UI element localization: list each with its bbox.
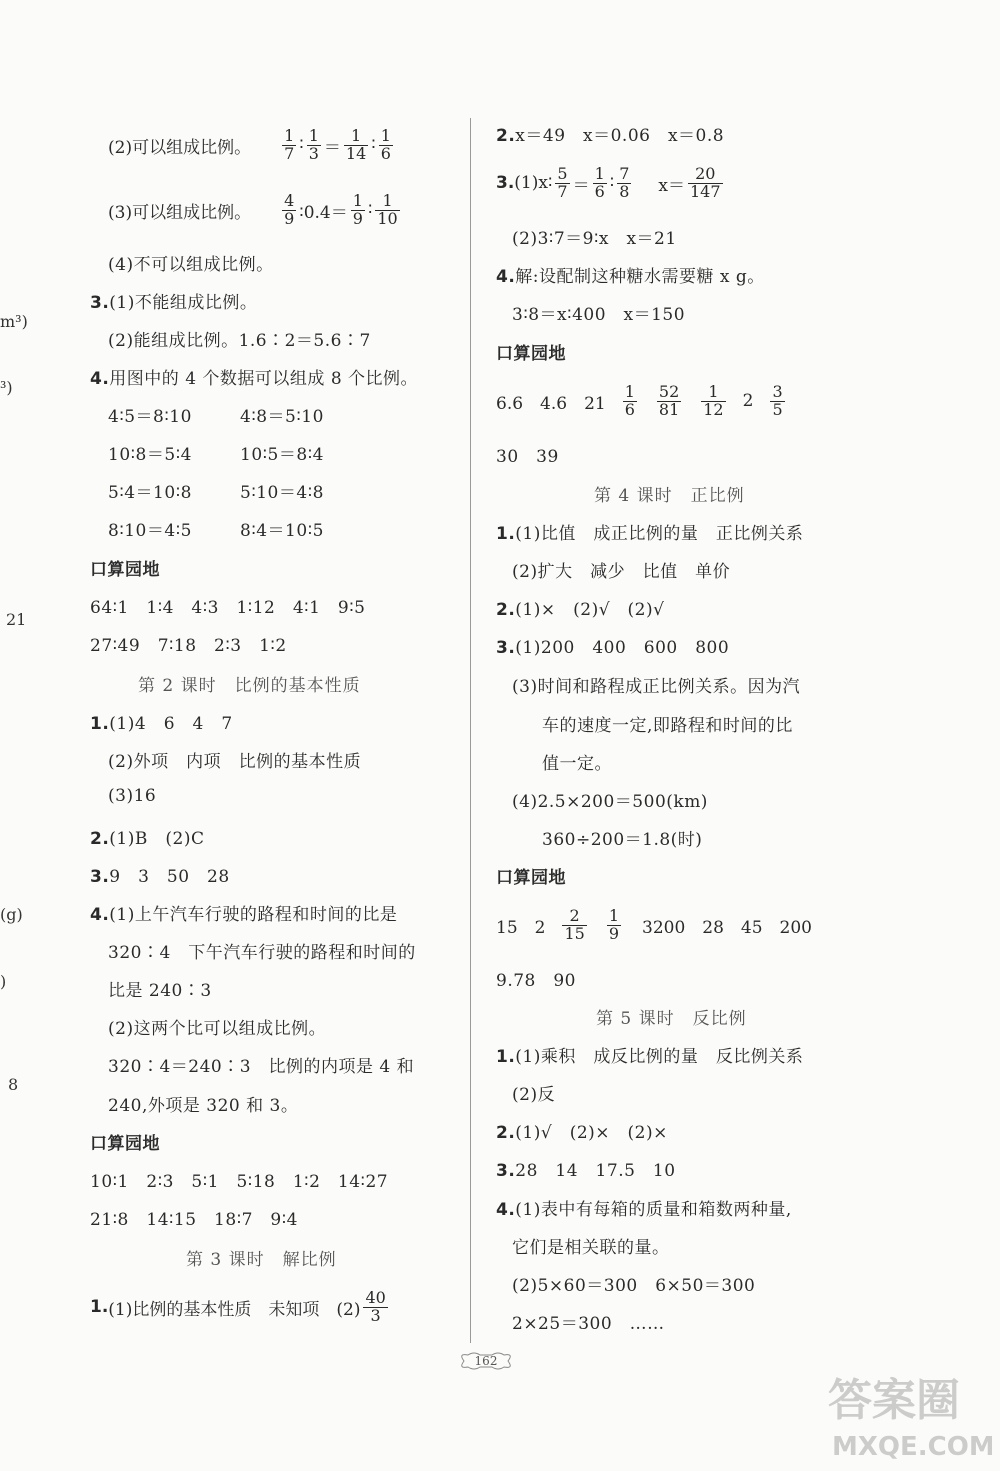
answer-text: 3200 28 45 200 (642, 917, 812, 938)
fraction: $\frac{1}{9}$ (352, 190, 363, 228)
watermark (822, 1363, 992, 1463)
question-number: 1. (90, 1297, 109, 1317)
answer-text: (1)4 6 4 7 (109, 714, 233, 734)
margin-fragment: ³) (0, 378, 13, 397)
answer-line: 30 39 (496, 447, 559, 467)
question-number: 4. (496, 267, 516, 287)
question-number: 3. (90, 867, 110, 887)
answer-line: (2)3∶7＝9∶x x＝21 (512, 229, 677, 249)
answer-line: (2)扩大 减少 比值 单价 (512, 562, 731, 582)
answer-line: 27∶49 7∶18 2∶3 1∶2 (90, 636, 287, 656)
answer-line: 它们是相关联的量。 (512, 1238, 670, 1258)
kousuan-heading: 口算园地 (90, 560, 160, 580)
answer-line: 车的速度一定,即路程和时间的比 (542, 716, 793, 736)
question-number: 1. (496, 1047, 516, 1067)
answer-line: 3. (1)x∶ $\frac{5}{7}$ ＝ $\frac{1}{6}$ ∶ $\frac{7}{8}$ x＝ $\frac{20}{147}$ (496, 163, 721, 201)
answer-line: (2)5×60＝300 6×50＝300 (512, 1276, 756, 1296)
fraction: $\frac{1}{10}$ (377, 190, 398, 228)
kousuan-heading: 口算园地 (496, 344, 566, 364)
answer-text: (1)表中有每箱的质量和箱数两种量, (515, 1200, 792, 1220)
answer-line: (3)16 (108, 786, 157, 806)
question-number: 3. (90, 293, 110, 313)
answer-line: (3)时间和路程成正比例关系。因为汽 (512, 677, 801, 697)
answer-line (496, 262, 765, 287)
section-title: 第 5 课时 反比例 (596, 1009, 747, 1029)
answer-line: (3)可以组成比例。 $\frac{4}{9}$ ∶0.4＝ $\frac{1}{9}$ ∶ $\frac{1}{10}$ (108, 190, 398, 228)
answer-text: (1)B (2)C (109, 829, 205, 849)
page-number-text: 162 (474, 1354, 498, 1368)
proportion-item: 5∶10＝4∶8 (240, 483, 324, 503)
fraction: $\frac{4}{9}$ (284, 190, 295, 228)
fraction: $\frac{1}{14}$ (345, 125, 367, 163)
answer-line: 9.78 90 (496, 971, 576, 991)
answer-text: 解:设配制这种糖水需要糖 x g。 (515, 267, 765, 287)
kousuan-heading: 口算园地 (496, 868, 566, 888)
margin-fragment: 21 (6, 610, 27, 629)
answer-line (90, 862, 230, 887)
fraction: $\frac{5}{7}$ (557, 163, 568, 201)
answer-text: 6.6 4.6 21 (496, 393, 606, 414)
proportion-item: 8∶10＝4∶5 (108, 521, 192, 541)
margin-fragment: ) (0, 972, 7, 991)
answer-line (496, 374, 788, 428)
answer-line (90, 709, 233, 734)
svg-text:答案圈: 答案圈 (828, 1375, 960, 1426)
answer-text: ∶0.4＝ (299, 202, 348, 223)
answer-text: (1)√ (2)× (2)× (515, 1123, 668, 1143)
answer-text: (1)比例的基本性质 未知项 (2) (108, 1299, 361, 1320)
answer-line (496, 1156, 676, 1181)
answer-line (496, 595, 664, 620)
answer-text: 15 2 (496, 917, 546, 938)
page-number (456, 1347, 516, 1375)
margin-fragment: (g) (0, 905, 23, 924)
answer-text: x＝ (658, 175, 685, 196)
answer-line (90, 824, 204, 849)
question-number: 4. (496, 1200, 516, 1220)
answer-line (90, 900, 397, 925)
watermark-logo-icon (822, 1363, 992, 1463)
question-number: 1. (496, 524, 516, 544)
answer-line: (2)反 (512, 1085, 556, 1105)
fraction: $\frac{40}{3}$ (365, 1287, 386, 1325)
answer-line: 360÷200＝1.8(时) (542, 830, 703, 850)
answer-text: (1)x∶ (514, 173, 553, 193)
proportion-item: 10∶8＝5∶4 (108, 445, 192, 465)
answer-line: 比是 240∶3 (108, 981, 212, 1001)
question-number: 4. (90, 905, 110, 925)
question-number: 4. (90, 369, 110, 389)
answer-line (496, 633, 729, 658)
fraction: $\frac{1}{7}$ (284, 125, 295, 163)
answer-text: (1)比值 成正比例的量 正比例关系 (515, 524, 804, 544)
answer-line: 320∶4＝240∶3 比例的内项是 4 和 (108, 1057, 415, 1077)
answer-text: (1)乘积 成反比例的量 反比例关系 (515, 1047, 804, 1067)
answer-text: (2)可以组成比例。 (108, 137, 252, 158)
question-number: 3. (496, 173, 515, 193)
proportion-item: 5∶4＝10∶8 (108, 483, 192, 503)
answer-line: (4)2.5×200＝500(km) (512, 792, 708, 812)
margin-fragment: m³) (0, 312, 28, 331)
answer-line: 64∶1 1∶4 4∶3 1∶12 4∶1 9∶5 (90, 598, 366, 618)
question-number: 3. (496, 1161, 516, 1181)
fraction: $\frac{20}{147}$ (689, 163, 721, 201)
column-divider (470, 118, 471, 1343)
question-number: 2. (496, 1123, 516, 1143)
section-title: 第 2 课时 比例的基本性质 (138, 676, 361, 696)
proportion-item: 8∶4＝10∶5 (240, 521, 324, 541)
proportion-item: 4∶5＝8∶10 (108, 407, 192, 427)
answer-line (496, 121, 724, 146)
answer-line: (4)不可以组成比例。 (108, 255, 274, 275)
answer-text: (1)200 400 600 800 (515, 638, 730, 658)
question-number: 2. (496, 600, 516, 620)
answer-line: 240,外项是 320 和 3。 (108, 1096, 299, 1116)
section-title: 第 3 课时 解比例 (186, 1250, 337, 1270)
proportion-item: 4∶8＝5∶10 (240, 407, 324, 427)
fraction: $\frac{2}{15}$ (564, 905, 585, 943)
answer-line (90, 288, 257, 313)
answer-text: 2 (742, 391, 754, 411)
answer-line: 3∶8＝x∶400 x＝150 (512, 305, 686, 325)
answer-line: 值一定。 (542, 754, 612, 774)
fraction: $\frac{1}{3}$ (308, 125, 319, 163)
answer-line (90, 1280, 391, 1334)
answer-line: 2×25＝300 …… (512, 1314, 665, 1334)
margin-fragment: 8 (8, 1075, 19, 1094)
question-number: 1. (90, 714, 110, 734)
answer-line: 21∶8 14∶15 18∶7 9∶4 (90, 1210, 298, 1230)
question-number: 2. (90, 829, 110, 849)
answer-text: (1)不能组成比例。 (109, 293, 258, 313)
question-number: 3. (496, 638, 516, 658)
answer-line: (2)可以组成比例。 $\frac{1}{7}$ ∶ $\frac{1}{3}$ ＝ $\frac{1}{14}$ ∶ $\frac{1}{6}$ (108, 125, 391, 163)
answer-text: 用图中的 4 个数据可以组成 8 个比例。 (109, 369, 419, 389)
answer-line: (2)这两个比可以组成比例。 (108, 1019, 327, 1039)
fraction: $\frac{52}{81}$ (658, 381, 680, 419)
answer-line (496, 898, 812, 952)
fraction: $\frac{1}{6}$ (380, 125, 391, 163)
answer-line: (2)能组成比例。1.6∶2＝5.6∶7 (108, 331, 371, 351)
kousuan-heading: 口算园地 (90, 1134, 160, 1154)
answer-line (496, 1118, 668, 1143)
question-number: 2. (496, 126, 516, 146)
answer-text: (1)× (2)√ (2)√ (515, 600, 665, 620)
answer-line: 320∶4 下午汽车行驶的路程和时间的 (108, 943, 416, 963)
section-title: 第 4 课时 正比例 (594, 486, 745, 506)
proportion-item: 10∶5＝8∶4 (240, 445, 324, 465)
fraction: $\frac{7}{8}$ (619, 163, 630, 201)
answer-line (496, 1195, 792, 1220)
answer-line (90, 364, 418, 389)
answer-line: (2)外项 内项 比例的基本性质 (108, 752, 362, 772)
answer-text: (1)上午汽车行驶的路程和时间的比是 (109, 905, 398, 925)
svg-text:MXQE.COM: MXQE.COM (832, 1432, 992, 1462)
answer-text: (3)可以组成比例。 (108, 202, 252, 223)
answer-line (496, 1042, 803, 1067)
fraction: $\frac{3}{5}$ (772, 381, 783, 419)
answer-line: 10∶1 2∶3 5∶1 5∶18 1∶2 14∶27 (90, 1172, 389, 1192)
answer-text: 28 14 17.5 10 (515, 1161, 676, 1181)
fraction: $\frac{1}{6}$ (624, 381, 635, 419)
answer-line (496, 519, 803, 544)
fraction: $\frac{1}{12}$ (703, 381, 724, 419)
fraction: $\frac{1}{6}$ (594, 163, 605, 201)
answer-text: x＝49 x＝0.06 x＝0.8 (515, 126, 725, 146)
fraction: $\frac{1}{9}$ (608, 905, 619, 943)
answer-text: 9 3 50 28 (109, 867, 230, 887)
